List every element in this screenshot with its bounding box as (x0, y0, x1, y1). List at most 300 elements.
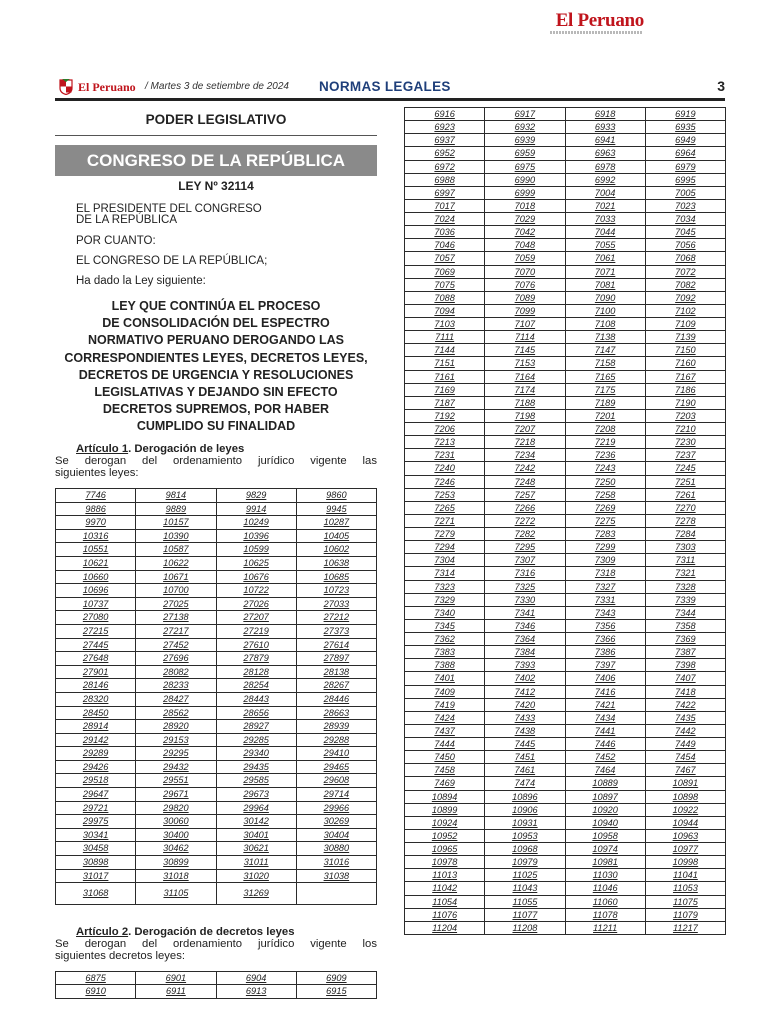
table-cell: 9914 (216, 502, 296, 516)
table-cell: 7230 (645, 436, 725, 449)
table-cell: 28267 (296, 679, 376, 693)
table-cell: 7207 (485, 423, 565, 436)
table-cell: 30880 (296, 842, 376, 856)
table-cell: 29585 (216, 774, 296, 788)
table-row (405, 344, 726, 357)
table-cell: 7033 (565, 213, 645, 226)
masthead-logo: El Peruano (555, 10, 644, 31)
table-row (56, 665, 377, 679)
table-cell: 7271 (405, 514, 485, 527)
table-row (405, 501, 726, 514)
table-cell: 7309 (565, 554, 645, 567)
table-cell: 10638 (296, 556, 376, 570)
table-cell: 30269 (296, 815, 376, 829)
table-row (405, 856, 726, 869)
table-cell: 7474 (485, 777, 565, 790)
table-cell: 7269 (565, 501, 645, 514)
table-row (405, 383, 726, 396)
table-row (56, 842, 377, 856)
table-cell: 7344 (645, 606, 725, 619)
table-row (405, 304, 726, 317)
table-cell: 30621 (216, 842, 296, 856)
table-cell: 6932 (485, 121, 565, 134)
header-rule (55, 98, 725, 101)
table-row (56, 828, 377, 842)
table-cell: 6972 (405, 160, 485, 173)
table-cell: 7388 (405, 659, 485, 672)
table-cell: 28914 (56, 720, 136, 734)
table-cell: 6978 (565, 160, 645, 173)
table-cell: 10599 (216, 543, 296, 557)
table-row (405, 514, 726, 527)
table-cell: 10977 (645, 843, 725, 856)
table-cell: 27901 (56, 665, 136, 679)
table-cell: 7108 (565, 318, 645, 331)
table-cell: 7467 (645, 764, 725, 777)
table-cell: 10898 (645, 790, 725, 803)
law-title-line: NORMATIVO PERUANO DEROGANDO LAS (87, 333, 345, 348)
header-section: NORMAS LEGALES (319, 79, 451, 94)
table-cell: 10696 (56, 584, 136, 598)
table-cell: 7311 (645, 554, 725, 567)
table-cell: 6917 (485, 108, 565, 121)
table-cell: 7409 (405, 685, 485, 698)
table-cell: 6901 (136, 972, 216, 985)
table-cell: 7261 (645, 488, 725, 501)
table-cell: 10897 (565, 790, 645, 803)
table-row (56, 489, 377, 503)
table-row (405, 199, 726, 212)
table-cell: 29426 (56, 760, 136, 774)
table-cell: 27217 (136, 624, 216, 638)
table-cell: 28082 (136, 665, 216, 679)
table-cell: 7251 (645, 475, 725, 488)
table-cell: 7164 (485, 370, 565, 383)
table-cell: 7094 (405, 304, 485, 317)
table-cell: 7018 (485, 199, 565, 212)
table-cell: 7433 (485, 711, 565, 724)
table-cell: 7103 (405, 318, 485, 331)
table-cell: 7437 (405, 724, 485, 737)
table-cell: 7329 (405, 593, 485, 606)
table-row (405, 134, 726, 147)
table-cell: 11042 (405, 882, 485, 895)
table-cell: 7323 (405, 580, 485, 593)
table-row (56, 692, 377, 706)
table-cell: 27610 (216, 638, 296, 652)
table-cell: 7088 (405, 291, 485, 304)
table-cell: 28427 (136, 692, 216, 706)
table-cell: 7071 (565, 265, 645, 278)
table-cell: 6941 (565, 134, 645, 147)
table-row (56, 529, 377, 543)
table-cell: 7201 (565, 409, 645, 422)
header-date: / Martes 3 de setiembre de 2024 (145, 81, 289, 92)
table-cell: 10968 (485, 843, 565, 856)
table-cell: 7299 (565, 541, 645, 554)
table-cell: 7036 (405, 226, 485, 239)
table-cell: 31020 (216, 869, 296, 883)
table-cell: 10922 (645, 803, 725, 816)
table-cell: 7161 (405, 370, 485, 383)
table-cell: 6916 (405, 108, 485, 121)
table-cell: 7318 (565, 567, 645, 580)
table-row (56, 516, 377, 530)
table-cell: 27215 (56, 624, 136, 638)
table-cell: 7090 (565, 291, 645, 304)
table-cell: 6923 (405, 121, 485, 134)
table-cell: 7435 (645, 711, 725, 724)
table-cell: 7253 (405, 488, 485, 501)
table-cell: 6913 (216, 985, 296, 998)
table-cell: 7187 (405, 396, 485, 409)
table-cell: 10700 (136, 584, 216, 598)
table-row (56, 760, 377, 774)
table-row (405, 291, 726, 304)
table-cell: 10952 (405, 829, 485, 842)
table-cell: 10625 (216, 556, 296, 570)
table-cell: 10894 (405, 790, 485, 803)
table-cell: 6964 (645, 147, 725, 160)
table-row (56, 502, 377, 516)
decree-laws-table (55, 971, 377, 999)
table-row (405, 685, 726, 698)
table-cell: 9970 (56, 516, 136, 530)
table-row (56, 774, 377, 788)
table-row (405, 777, 726, 790)
table-row (405, 593, 726, 606)
table-cell: 31269 (216, 883, 296, 905)
table-cell: 7231 (405, 449, 485, 462)
table-cell: 7109 (645, 318, 725, 331)
table-cell: 29288 (296, 733, 376, 747)
table-cell: 7418 (645, 685, 725, 698)
table-row (405, 409, 726, 422)
article-1-text-2: siguientes leyes: (55, 467, 139, 479)
table-cell: 28320 (56, 692, 136, 706)
table-cell: 11025 (485, 869, 565, 882)
table-cell: 11075 (645, 895, 725, 908)
table-cell: 7070 (485, 265, 565, 278)
page-number: 3 (717, 78, 725, 94)
table-row (405, 921, 726, 934)
table-cell: 10676 (216, 570, 296, 584)
table-cell: 7340 (405, 606, 485, 619)
table-row (405, 895, 726, 908)
table-cell: 11013 (405, 869, 485, 882)
table-cell: 11055 (485, 895, 565, 908)
table-cell: 6909 (296, 972, 376, 985)
table-cell: 29975 (56, 815, 136, 829)
table-row (56, 679, 377, 693)
table-cell: 9860 (296, 489, 376, 503)
table-cell: 7746 (56, 489, 136, 503)
table-cell: 7402 (485, 672, 565, 685)
table-cell: 7383 (405, 646, 485, 659)
table-cell: 29410 (296, 747, 376, 761)
table-cell: 10920 (565, 803, 645, 816)
law-title-line: CUMPLIDO SU FINALIDAD (136, 419, 296, 434)
table-row (56, 788, 377, 802)
president-line-1: EL PRESIDENTE DEL CONGRESO (76, 203, 262, 215)
table-row (405, 567, 726, 580)
table-cell: 29673 (216, 788, 296, 802)
table-cell: 30899 (136, 856, 216, 870)
table-cell: 7445 (485, 738, 565, 751)
table-cell: 7384 (485, 646, 565, 659)
table-cell: 6999 (485, 186, 565, 199)
table-row (56, 556, 377, 570)
decree-laws-table-continued (404, 107, 726, 935)
table-cell: 6910 (56, 985, 136, 998)
table-cell: 7188 (485, 396, 565, 409)
table-cell: 7075 (405, 278, 485, 291)
table-cell: 7139 (645, 331, 725, 344)
table-cell: 7069 (405, 265, 485, 278)
table-cell: 7449 (645, 738, 725, 751)
table-cell: 7438 (485, 724, 565, 737)
table-cell: 30401 (216, 828, 296, 842)
table-row (405, 160, 726, 173)
table-cell: 31011 (216, 856, 296, 870)
table-cell: 7198 (485, 409, 565, 422)
table-row (405, 488, 726, 501)
table-cell: 7165 (565, 370, 645, 383)
table-row (405, 606, 726, 619)
table-cell: 27648 (56, 652, 136, 666)
table-cell: 7366 (565, 633, 645, 646)
article-1-heading (76, 443, 244, 455)
table-row (405, 239, 726, 252)
table-cell: 11211 (565, 921, 645, 934)
table-cell: 10998 (645, 856, 725, 869)
table-cell: 29465 (296, 760, 376, 774)
table-cell: 10979 (485, 856, 565, 869)
laws-table (55, 488, 377, 905)
table-cell: 10249 (216, 516, 296, 530)
table-cell: 7243 (565, 462, 645, 475)
table-cell: 10963 (645, 829, 725, 842)
table-cell: 7145 (485, 344, 565, 357)
table-cell: 27219 (216, 624, 296, 638)
article-2-text-1: Se derogan del ordenamiento jurídico vigente los (55, 938, 377, 950)
table-cell: 9814 (136, 489, 216, 503)
article-2-text-2: siguientes decretos leyes: (55, 950, 185, 962)
table-cell: 11079 (645, 908, 725, 921)
table-cell: 11078 (565, 908, 645, 921)
table-cell: 7327 (565, 580, 645, 593)
table-cell: 10889 (565, 777, 645, 790)
table-cell: 28663 (296, 706, 376, 720)
table-row (56, 972, 377, 985)
table-row (405, 829, 726, 842)
table-cell: 7304 (405, 554, 485, 567)
table-cell: 7356 (565, 619, 645, 632)
table-cell: 7424 (405, 711, 485, 724)
table-cell: 7412 (485, 685, 565, 698)
table-cell: 10660 (56, 570, 136, 584)
table-cell: 7270 (645, 501, 725, 514)
table-cell: 7189 (565, 396, 645, 409)
law-title-line: DECRETOS DE URGENCIA Y RESOLUCIONES (78, 367, 354, 382)
table-cell: 29647 (56, 788, 136, 802)
table-cell: 30142 (216, 815, 296, 829)
table-cell: 10978 (405, 856, 485, 869)
table-cell: 7044 (565, 226, 645, 239)
table-cell: 7331 (565, 593, 645, 606)
table-cell: 6990 (485, 173, 565, 186)
table-cell: 28450 (56, 706, 136, 720)
table-cell: 9886 (56, 502, 136, 516)
table-row (405, 252, 726, 265)
law-number: LEY Nº 32114 (178, 179, 254, 193)
table-cell: 7386 (565, 646, 645, 659)
table-cell: 10157 (136, 516, 216, 530)
table-row (56, 584, 377, 598)
table-cell: 30898 (56, 856, 136, 870)
table-cell: 7419 (405, 698, 485, 711)
table-cell: 10551 (56, 543, 136, 557)
table-cell: 10737 (56, 597, 136, 611)
table-cell: 7275 (565, 514, 645, 527)
table-cell: 7046 (405, 239, 485, 252)
table-cell: 29289 (56, 747, 136, 761)
table-cell: 7339 (645, 593, 725, 606)
table-row (56, 706, 377, 720)
table-cell: 27207 (216, 611, 296, 625)
table-cell: 7398 (645, 659, 725, 672)
table-cell: 6952 (405, 147, 485, 160)
table-cell: 7458 (405, 764, 485, 777)
table-cell: 9829 (216, 489, 296, 503)
header-brand: El Peruano (78, 80, 136, 94)
table-cell: 30458 (56, 842, 136, 856)
table-cell: 29285 (216, 733, 296, 747)
table-cell: 7282 (485, 528, 565, 541)
table-cell: 7213 (405, 436, 485, 449)
table-cell: 7316 (485, 567, 565, 580)
table-row (405, 619, 726, 632)
table-row (405, 449, 726, 462)
table-row (405, 751, 726, 764)
table-cell: 7321 (645, 567, 725, 580)
table-row (56, 638, 377, 652)
table-cell: 7150 (645, 344, 725, 357)
table-cell: 7246 (405, 475, 485, 488)
table-row (405, 659, 726, 672)
table-row (56, 570, 377, 584)
table-cell: 7061 (565, 252, 645, 265)
table-row (405, 698, 726, 711)
table-cell: 29432 (136, 760, 216, 774)
table-cell: 10958 (565, 829, 645, 842)
table-row (405, 423, 726, 436)
table-cell: 7210 (645, 423, 725, 436)
table-cell: 7464 (565, 764, 645, 777)
table-cell: 10906 (485, 803, 565, 816)
table-cell: 11046 (565, 882, 645, 895)
table-cell: 29435 (216, 760, 296, 774)
table-cell: 7138 (565, 331, 645, 344)
table-row (405, 724, 726, 737)
table-cell: 27080 (56, 611, 136, 625)
table-cell: 7469 (405, 777, 485, 790)
table-row (405, 278, 726, 291)
table-cell: 6992 (565, 173, 645, 186)
table-cell: 30341 (56, 828, 136, 842)
table-cell: 7236 (565, 449, 645, 462)
table-cell: 29721 (56, 801, 136, 815)
table-cell: 10723 (296, 584, 376, 598)
table-cell: 29820 (136, 801, 216, 815)
table-cell: 28128 (216, 665, 296, 679)
table-cell: 7099 (485, 304, 565, 317)
table-row (405, 869, 726, 882)
table-cell: 27026 (216, 597, 296, 611)
table-row (405, 843, 726, 856)
table-cell: 27033 (296, 597, 376, 611)
table-cell: 7446 (565, 738, 645, 751)
table-row (405, 816, 726, 829)
table-cell: 27445 (56, 638, 136, 652)
table-cell: 7186 (645, 383, 725, 396)
table-row (56, 856, 377, 870)
table-cell: 7072 (645, 265, 725, 278)
table-cell: 7111 (405, 331, 485, 344)
table-cell: 7057 (405, 252, 485, 265)
table-cell: 9945 (296, 502, 376, 516)
table-cell: 7055 (565, 239, 645, 252)
table-cell: 7442 (645, 724, 725, 737)
table-cell: 27373 (296, 624, 376, 638)
table-cell: 10316 (56, 529, 136, 543)
table-cell: 6949 (645, 134, 725, 147)
table-row (56, 652, 377, 666)
table-cell: 7364 (485, 633, 565, 646)
table-cell: 7045 (645, 226, 725, 239)
table-cell: 7100 (565, 304, 645, 317)
table-cell: 6939 (485, 134, 565, 147)
table-cell: 31017 (56, 869, 136, 883)
table-row (405, 882, 726, 895)
table-cell: 7107 (485, 318, 565, 331)
table-cell: 10953 (485, 829, 565, 842)
table-row (405, 436, 726, 449)
table-cell: 10891 (645, 777, 725, 790)
table-cell: 6918 (565, 108, 645, 121)
law-title-line: LEGISLATIVAS Y DEJANDO SIN EFECTO (94, 385, 338, 400)
table-row (405, 186, 726, 199)
law-title (55, 298, 377, 436)
table-cell: 27025 (136, 597, 216, 611)
power-heading: PODER LEGISLATIVO (145, 112, 287, 127)
law-title-line: LEY QUE CONTINÚA EL PROCESO (111, 299, 321, 313)
table-cell: 7294 (405, 541, 485, 554)
table-row (405, 672, 726, 685)
table-cell: 6935 (645, 121, 725, 134)
table-cell: 7174 (485, 383, 565, 396)
table-cell: 30462 (136, 842, 216, 856)
table-cell: 7393 (485, 659, 565, 672)
table-cell: 7272 (485, 514, 565, 527)
table-cell: 7265 (405, 501, 485, 514)
table-cell: 6975 (485, 160, 565, 173)
table-row (405, 646, 726, 659)
table-cell: 7248 (485, 475, 565, 488)
table-cell: 7203 (645, 409, 725, 422)
law-title-line: CORRESPONDIENTES LEYES, DECRETOS LEYES, (64, 350, 368, 365)
table-cell: 11030 (565, 869, 645, 882)
